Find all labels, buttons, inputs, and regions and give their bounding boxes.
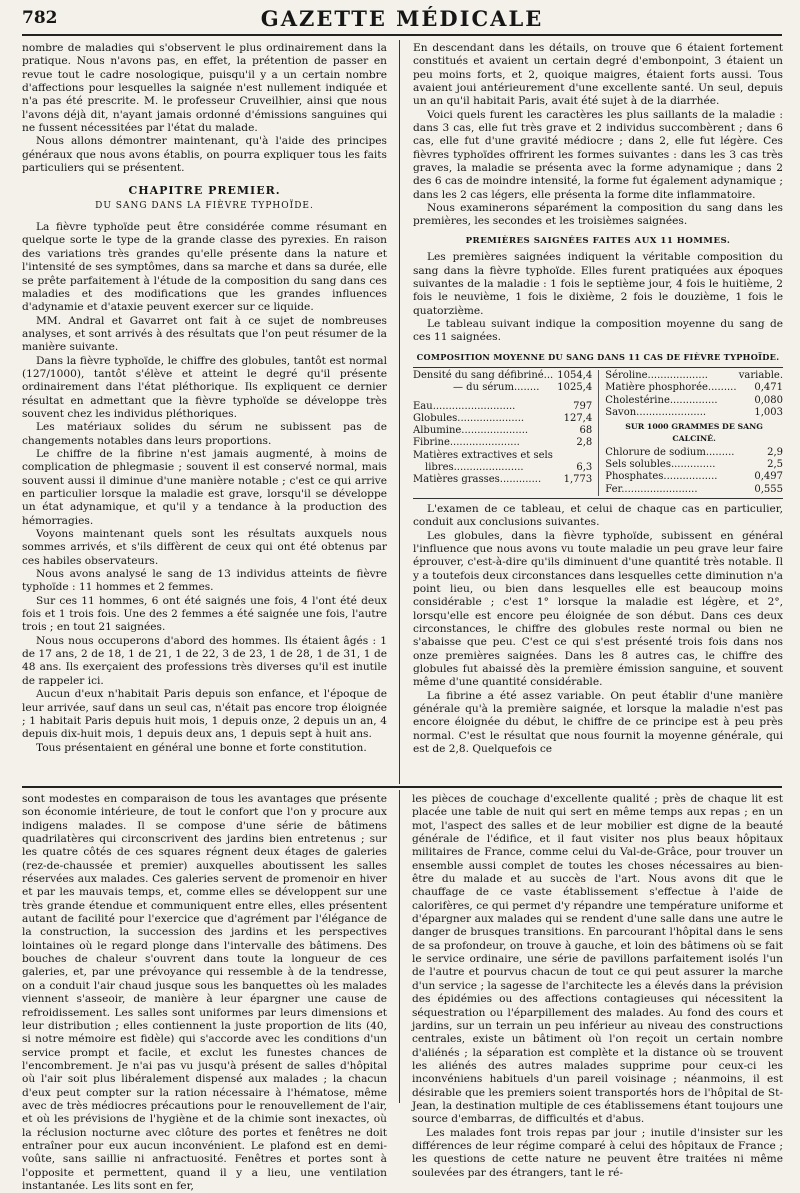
row-value: variable. [738, 369, 783, 381]
table-title: COMPOSITION MOYENNE DU SANG DANS 11 CAS DE FIÈVRE TYPHOÏDE. [416, 351, 780, 362]
paragraph: Voici quels furent les caractères les plus saillants de la maladie : dans 3 cas, elle fut très grave et 2 individus succombèrent ; dans 6 cas, elle fut d'une gravité médiocre ; dans 2, elle fut légère. Ces fièvres typhoïdes offrirent les formes suivantes : dans les 3 cas très graves, la maladie se présenta avec la forme adynamique ; dans 2 des 6 cas de moindre intensité, la forme fut également adynamique ; dans les 2 cas légers, elle présenta la forme dite inflammatoire. [413, 108, 783, 201]
paragraph: sont modestes en comparaison de tous les avantages que présente son économie intérieure, de tout le confort que l'on y procure aux indigens malades. Il se compose d'une série de bâtimens quadrilatères qui circonscrivent des jardins bien entretenus ; sur les quatre côtés de ces squares régnent deux étages de galeries (rez-de-chaussée et premier) auxquelles aboutissent les salles réservées aux malades. Ces galeries servent de promenoir en hiver et par les mauvais temps, et, comme elles se développent sur une très grande étendue et communiquent entre elles, elles présentent autant de facilité pour l'exercice que d'agrément par l'élégance de la construction, la succession des jardins et les perspectives lointaines où le regard plonge dans l'intervalle des bâtimens. Des bouches de chaleur s'ouvrent dans toute la longueur de ces galeries, et, par une prévoyance qui ressemble à de la tendresse, on a conduit l'air chaud jusque sous les banquettes où les malades viennent s'asseoir, de manière à leur épargner une cause de refroidissement. Les salles sont uniformes par leurs dimensions et leur distribution ; elles contiennent la juste proportion de lits (40, si notre mémoire est fidèle) qui s'accorde avec les conditions d'un service prompt et facile, et exclut les funestes chances de l'encombrement. Je n'ai pas vu jusqu'à présent de salles d'hôpital où l'air soit plus libéralement dispensé aux malades ; la chacun d'eux peut compter sur la ration nécessaire à l'hématose, même avec de très médiocres précautions pour le renouvellement de l'air, et où les prévisions de l'hygiène et de la chimie sont inexactes, où la réclusion nocturne avec clôture des portes et fenêtres ne doit entraîner pour eux aucun inconvénient. Le plafond est en demi-voûte, sans saillie ni anfractuosité. Fenêtres et portes sont à l'opposite et permettent, quand il y a lieu, une ventilation instantanée. Les lits sont en fer, [22, 793, 387, 1192]
section-rule [22, 786, 782, 788]
paragraph: nombre de maladies qui s'observent le plus ordinairement dans la pratique. Nous n'avons pas, en effet, la prétention de passer en revue tout le cadre nosologique, puisqu'il y a un certain nombre d'affections pour lesquelles la saignée n'est nullement indiquée et n'a pas été prescrite. M. le professeur Cruveilhier, ainsi que nous l'avons déjà dit, n'ayant jamais ordonné d'émissions sanguines qui ne fussent nécessitées par l'état du malade. [22, 42, 387, 135]
bottom-left-column [22, 793, 387, 1192]
paragraph: Les globules, dans la fièvre typhoïde, subissent en général l'influence que nous avons vu toute maladie un peu grave leur faire éprouver, c'est-à-dire qu'ils diminuent d'une quantité très notable. Il y a toutefois deux circonstances dans lesquelles cette diminution n'a point lieu, ou bien dans lesquelles elle est beaucoup moins considérable ; c'est 1° lorsque la maladie est légère, et 2°, lorsqu'elle est encore peu éloignée de son début. Dans ces deux circonstances, le chiffre des globules reste normal ou bien ne s'abaisse que peu. C'est ce qui s'est présenté trois fois dans nos onze premières saignées. Dans les 8 autres cas, le chiffre des globules fut abaissé dès la première émission sanguine, et souvent même d'une quantité considérable. [413, 529, 783, 689]
journal-title: GAZETTE MÉDICALE [260, 6, 544, 31]
row-label: Matières extractives et sels [413, 449, 553, 461]
column-divider [399, 40, 400, 784]
paragraph: La fibrine a été assez variable. On peut établir d'une manière générale qu'à la première saignée, et lorsque la maladie n'est pas encore éloignée du début, le chiffre de ce principe est à peu près normal. C'est le résultat que nous fournit la moyenne générale, qui est de 2,8. Quelquefois ce [413, 689, 783, 756]
table-row [413, 462, 592, 474]
row-value: 1,773 [563, 474, 593, 486]
row-label: Matières grasses............. [413, 474, 542, 486]
row-label: Savon...................... [605, 406, 707, 418]
table-subtitle: SUR 1000 GRAMMES DE SANG CALCINÉ. [625, 422, 763, 444]
row-label: Sels solubles.............. [605, 458, 716, 470]
table-row [605, 407, 783, 419]
paragraph: Nous avons analysé le sang de 13 individus atteints de fièvre typhoïde : 11 hommes et 2 femmes. [22, 568, 387, 594]
paragraph: Aucun d'eux n'habitait Paris depuis son enfance, et l'époque de leur arrivée, sauf dans un seul cas, n'était pas encore trop éloignée ; 1 habitait Paris depuis huit mois, 1 depuis onze, 2 depuis un an, 4 depuis dix-huit mois, 1 depuis deux ans, 1 depuis sept à huit ans. [22, 688, 387, 741]
section-title: PREMIÈRES SAIGNÉES FAITES AUX 11 HOMMES. [465, 235, 731, 246]
table-row [413, 437, 592, 449]
chapter-subtitle: DU SANG DANS LA FIÈVRE TYPHOÏDE. [95, 200, 314, 211]
table-row [413, 425, 592, 437]
paragraph: Sur ces 11 hommes, 6 ont été saignés une fois, 4 l'ont été deux fois et 1 trois fois. Une des 2 femmes a été saignée une fois, l'autre trois ; en tout 21 saignées. [22, 594, 387, 634]
row-value: 0,080 [754, 394, 783, 406]
table-row [413, 474, 592, 486]
page-header [22, 6, 782, 32]
row-label: Matière phosphorée......... [605, 382, 737, 394]
row-label: Phosphates................. [605, 471, 718, 483]
row-label: Albumine..................... [413, 425, 529, 437]
row-value: 0,497 [754, 471, 783, 483]
paragraph: Les malades font trois repas par jour ; inutile d'insister sur les différences de leur régime comparé à celui des hôpitaux de France ; les questions de cette nature ne peuvent être traitées ni même soulevées par des étrangers, tant le ré- [412, 1126, 783, 1179]
paragraph: Tous présentaient en général une bonne et forte constitution. [36, 741, 367, 754]
page-number: 782 [22, 8, 58, 28]
row-value: 0,555 [754, 483, 783, 495]
table-row [413, 413, 592, 425]
paragraph: les pièces de couchage d'excellente qualité ; près de chaque lit est placée une table de nuit qui sert en même temps aux repas ; en un mot, l'aspect des salles et de leur mobilier est digne de la beauté générale de l'édifice, et il faut visiter nos plus beaux hôpitaux militaires de France, comme celui du Val-de-Grâce, pour trouver un ensemble aussi complet de toutes les choses nécessaires au bien-être du malade et au succès de l'art. Nous avons dit que le chauffage de ce vaste établissement s'effectue à l'aide de calorifères, ce qui permet d'y répandre une température uniforme et d'épargner aux malades qui se rendent d'une salle dans une autre le danger de brusques transitions. En parcourant l'hôpital dans le sens de sa profondeur, on trouve à gauche, et loin des bâtimens où se fait le service ordinaire, une série de pavillons parfaitement isolés l'un de l'autre et pourvus chacun de tout ce qui peut assurer la marche d'un service ; la sagesse de l'architecte les a élevés dans la prévision des épidémies ou des affections contagieuses qui nécessitent la séquestration ou l'éparpillement des malades. Au fond des cours et jardins, sur un terrain un peu inférieur au niveau des constructions centrales, existe un bâtiment où l'on reçoit un certain nombre d'aliénés ; la séparation est complète et la distance où se trouvent les aliénés des autres malades supprime pour ceux-ci les inconvéniens habituels d'un pareil voisinage ; néanmoins, il est désirable que les premiers soient transportés hors de l'hôpital de St-Jean, la destination multiple de ces établissemens étant toujours une source d'embarras, de difficultés et d'abus. [412, 793, 783, 1126]
paragraph: Dans la fièvre typhoïde, le chiffre des globules, tantôt est normal (127/1000), tantôt s'élève et atteint le degré qu'il présente ordinairement dans l'état pléthorique. Ils expliquent ce dernier résultat en admettant que la fièvre typhoïde se développe très souvent chez les individus pléthoriques. [22, 354, 387, 420]
paragraph: Voyons maintenant quels sont les résultats auxquels nous sommes arrivés, et s'ils diffèrent de ceux qui ont été obtenus par ces habiles observateurs. [22, 528, 387, 567]
table-row [413, 450, 592, 462]
row-label: Fibrine...................... [413, 437, 520, 449]
table-row [413, 401, 592, 413]
composition-table [413, 367, 783, 499]
row-value: 1025,4 [557, 382, 593, 394]
table-row [413, 382, 592, 394]
row-value [588, 450, 592, 462]
row-value: 1054,4 [557, 369, 593, 381]
table-row [605, 484, 783, 496]
row-label: — du sérum........ [453, 382, 540, 394]
table-row [605, 459, 783, 471]
row-value: 0,471 [754, 382, 783, 394]
paragraph: Le tableau suivant indique la composition moyenne du sang de ces 11 saignées. [413, 317, 783, 344]
paragraph: Les premières saignées indiquent la véritable composition du sang dans la fièvre typhoïde. Elles furent pratiquées aux époques suivantes de la maladie : 1 fois le septième jour, 4 fois le huitième, 2 fois le neuvième, 1 fois le dixième, 2 fois le douzième, 1 fois le quatorzième. [413, 251, 783, 317]
table-left-column [413, 370, 599, 496]
paragraph: Nous allons démontrer maintenant, qu'à l'aide des principes généraux que nous avons établis, on pourra expliquer tous les faits particuliers qui se présentent. [22, 135, 387, 175]
row-label: Cholestérine............... [605, 394, 718, 406]
row-label: libres...................... [425, 461, 524, 473]
paragraph: En descendant dans les détails, on trouve que 6 étaient fortement constitués et avaient un certain degré d'embonpoint, 3 étaient un peu moins forts, et 2, quoique maigres, étaient forts aussi. Tous avaient joui antérieurement d'une excellente santé. Un seul, depuis un an qu'il habitait Paris, avait été sujet à de la diarrhée. [413, 42, 783, 108]
row-value: 2,5 [767, 458, 783, 470]
bottom-right-column [412, 793, 783, 1179]
top-left-column [22, 42, 387, 782]
row-value: 2,8 [576, 437, 593, 449]
row-label: Fer........................ [605, 483, 698, 495]
paragraph: Le chiffre de la fibrine n'est jamais augmenté, à moins de complication de phlegmasie ; souvent il est conservé normal, mais souvent aussi il diminue d'une manière notable ; c'est ce qui arrive en particulier lorsque la maladie est grave, lorsqu'il se développe un état adynamique, et qu'il y a tendance à la production des hémorragies. [22, 447, 387, 527]
row-value: 68 [579, 425, 593, 437]
row-value: 6,3 [576, 461, 593, 473]
paragraph: La fièvre typhoïde peut être considérée comme résumant en quelque sorte le type de la grande classe des pyrexies. En raison des variations très grandes qu'elle présente dans la nature et l'intensité de ses symptômes, dans sa marche et dans sa durée, elle se prête parfaitement à l'étude de la composition du sang dans ces maladies et des modifications que les grandes influences d'adynamie et d'ataxie peuvent exercer sur ce liquide. [22, 221, 387, 314]
table-row [605, 447, 783, 459]
table-row [605, 471, 783, 483]
paragraph: Les matériaux solides du sérum ne subissent pas de changements notables dans leurs proportions. [22, 421, 387, 447]
row-label: Chlorure de sodium......... [605, 446, 735, 458]
chapter-title: CHAPITRE PREMIER. [128, 184, 281, 198]
table-row [605, 370, 783, 382]
row-value: 2,9 [767, 446, 783, 458]
row-label: Globules..................... [413, 412, 525, 424]
row-value: 1,003 [754, 406, 783, 418]
top-right-column [413, 42, 783, 782]
paragraph: MM. Andral et Gavarret ont fait à ce sujet de nombreuses analyses, et sont arrivés à des résultats que l'on peut résumer de la manière suivante. [22, 314, 387, 354]
paragraph: L'examen de ce tableau, et celui de chaque cas en particulier, conduit aux conclusions suivantes. [413, 502, 783, 529]
table-row [605, 395, 783, 407]
row-label: Eau.......................... [413, 400, 516, 412]
row-label: Séroline................... [605, 369, 708, 381]
table-row [413, 370, 592, 382]
column-divider [399, 790, 400, 1103]
header-rule [22, 34, 782, 36]
table-row [605, 382, 783, 394]
row-label: Densité du sang défibriné... [413, 369, 554, 381]
paragraph: Nous examinerons séparément la composition du sang dans les premières, les secondes et les troisièmes saignées. [413, 202, 783, 228]
paragraph: Nous nous occuperons d'abord des hommes. Ils étaient âgés : 1 de 17 ans, 2 de 18, 1 de 21, 1 de 22, 3 de 23, 1 de 28, 1 de 31, 1 de 48 ans. Ils exerçaient des professions très diverses qu'il est inutile de rappeler ici. [22, 634, 387, 687]
row-value: 127,4 [563, 412, 593, 424]
row-value: 797 [573, 400, 593, 412]
table-right-column [599, 370, 783, 496]
